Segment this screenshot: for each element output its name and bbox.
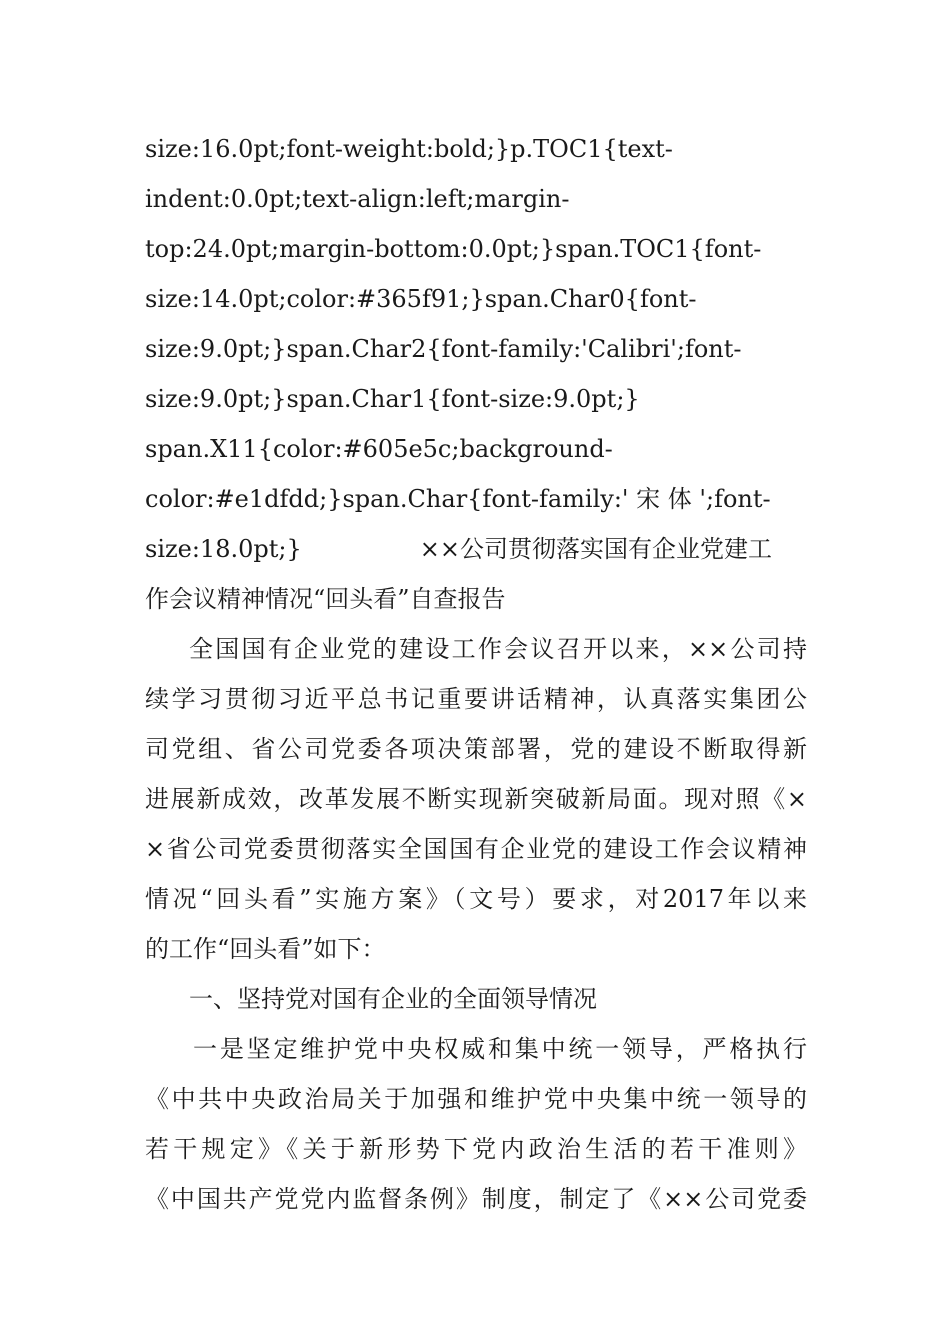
paragraph-1-line: 的工作“回头看”如下： (145, 935, 386, 963)
title-line-1 (145, 524, 807, 574)
paragraph-1-line: 全国国有企业党的建设工作会议召开以来，××公司持 (189, 635, 807, 663)
document-title: ××公司贯彻落实国有企业党建工 (419, 535, 772, 563)
paragraph-2-line: 《中共中央政治局关于加强和维护党中央集中统一领导的 (145, 1085, 807, 1113)
paragraph-1-line: 情况“回头看”实施方案》（文号）要求，对2017年以来 (145, 885, 807, 913)
document-title-continued: 作会议精神情况“回头看”自查报告 (145, 585, 506, 613)
css-leak-line: color:#e1dfdd;}span.Char{font-family:' 宋 体 ';font- (145, 485, 771, 513)
css-leak-line: span.X11{color:#605e5c;background- (145, 435, 613, 463)
paragraph-1-line: 进展新成效，改革发展不断实现新突破新局面。现对照《× (145, 785, 807, 813)
section-heading: 一、坚持党对国有企业的全面领导情况 (189, 985, 597, 1013)
css-leak-fragment: size:18.0pt;} (145, 535, 302, 563)
css-leak-line: top:24.0pt;margin-bottom:0.0pt;}span.TOC1{font- (145, 235, 762, 263)
css-leak-line: size:14.0pt;color:#365f91;}span.Char0{font- (145, 285, 697, 313)
css-leak-line: size:9.0pt;}span.Char1{font-size:9.0pt;} (145, 385, 640, 413)
css-leak-line: size:9.0pt;}span.Char2{font-family:'Calibri';font- (145, 335, 742, 363)
document-body (145, 124, 807, 1224)
paragraph-2-line: 若干规定》《关于新形势下党内政治生活的若干准则》 (145, 1135, 807, 1163)
css-leak-line: size:16.0pt;font-weight:bold;}p.TOC1{text- (145, 135, 673, 163)
paragraph-2-line: 一是坚定维护党中央权威和集中统一领导，严格执行 (193, 1035, 807, 1063)
paragraph-1-line: 续学习贯彻习近平总书记重要讲话精神，认真落实集团公 (145, 685, 807, 713)
css-leak-line: indent:0.0pt;text-align:left;margin- (145, 185, 570, 213)
paragraph-1-line: ×省公司党委贯彻落实全国国有企业党的建设工作会议精神 (145, 835, 807, 863)
paragraph-2-line: 《中国共产党党内监督条例》制度，制定了《××公司党委 (145, 1185, 807, 1213)
paragraph-1-line: 司党组、省公司党委各项决策部署，党的建设不断取得新 (145, 735, 807, 763)
